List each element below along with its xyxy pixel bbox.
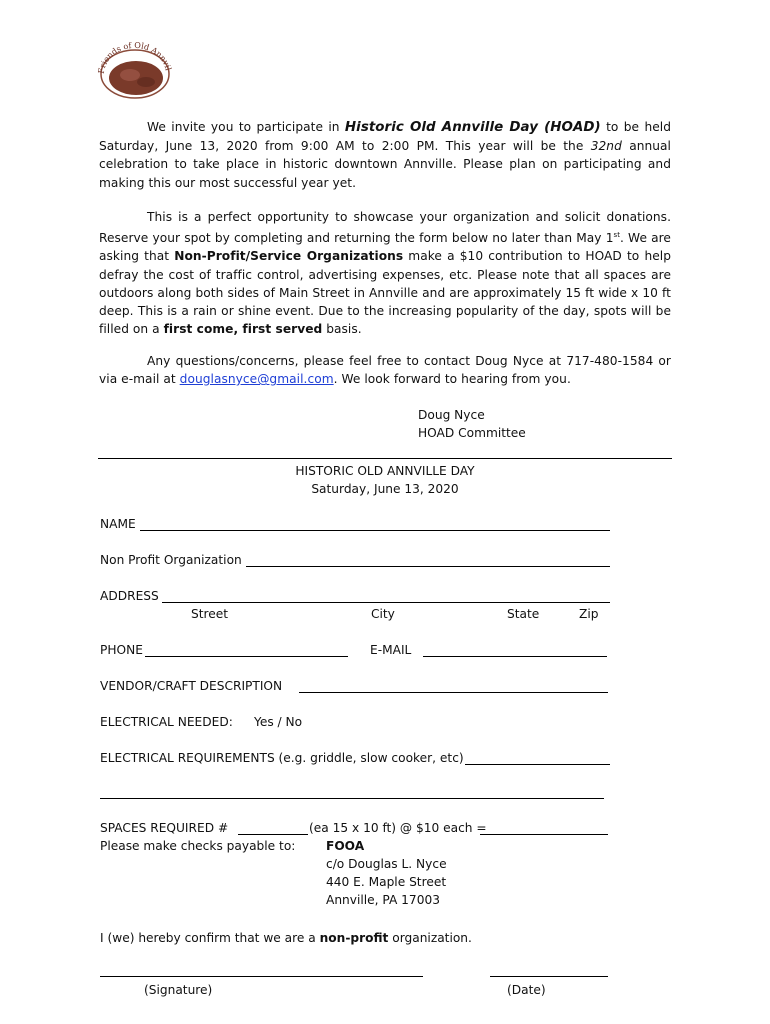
friends-of-old-annville-logo: [96, 42, 174, 100]
intro-text: make a $10 contribution to HOAD to help defray the cost of traffic control, advertising expenses, etc. Please note that all spaces are outdoors along both sides of Main Street in Annville and are approximately 15 ft wide x 10 ft deep. This is a rain or shine event. Due to the increasing popularity of the day, spots will be filled on a: [99, 249, 671, 337]
date-field[interactable]: [490, 976, 608, 977]
signature-caption: (Signature): [144, 983, 213, 997]
spaces-required-label: SPACES REQUIRED #: [100, 821, 229, 835]
contact-email-link[interactable]: douglasnyce@gmail.com: [179, 372, 334, 387]
vendor-description-field[interactable]: [299, 692, 608, 693]
organization-label: Non Profit Organization: [100, 553, 242, 567]
logo-seal-icon: [96, 42, 174, 100]
phone-field[interactable]: [145, 656, 348, 657]
payee-address-2: 440 E. Maple Street: [326, 875, 447, 889]
zip-caption: Zip: [579, 607, 599, 621]
intro-text: . We look forward to hearing from you.: [333, 372, 571, 387]
electrical-requirements-label: ELECTRICAL REQUIREMENTS (e.g. griddle, slow cooker, etc): [100, 751, 464, 765]
intro-paragraph-2: [99, 208, 671, 338]
sender-committee: HOAD Committee: [418, 426, 526, 440]
electrical-options[interactable]: Yes / No: [254, 715, 303, 729]
non-profit-emphasis: non-profit: [319, 931, 389, 945]
intro-text: Any questions/concerns, please feel free to contact Doug Nyce at 717-480-1584 or via e-mail at: [99, 354, 671, 387]
vendor-description-label: VENDOR/CRAFT DESCRIPTION: [100, 679, 283, 693]
form-date: Saturday, June 13, 2020: [311, 482, 459, 496]
sender-name: Doug Nyce: [418, 408, 485, 422]
payee-name: FOOA: [326, 839, 365, 853]
ordinal-suffix: st: [613, 231, 620, 240]
logo-text: Friends of Old Annvil: [96, 42, 173, 75]
event-name: Historic Old Annville Day (HOAD): [344, 120, 601, 135]
signature-field[interactable]: [100, 976, 423, 977]
address-label: ADDRESS: [100, 589, 159, 603]
spaces-total-field[interactable]: [480, 834, 608, 835]
organization-field[interactable]: [246, 566, 610, 567]
intro-text: basis.: [322, 322, 362, 337]
intro-text: to be held Saturday, June 13, 2020 from 9:00 AM to 2:00 PM. This year will be the: [99, 120, 672, 154]
email-label: E-MAIL: [370, 643, 412, 657]
first-come-note: first come, first served: [163, 322, 323, 337]
intro-text: This is a perfect opportunity to showcase your organization and solicit donations. Reserve your spot by completing and returning the form below no later than May 1: [99, 210, 671, 246]
intro-text: annual celebration to take place in historic downtown Annville. Please plan on participating and making this our most successful year yet.: [99, 139, 671, 190]
intro-text: . We are asking that: [99, 231, 671, 264]
electrical-requirements-field-2[interactable]: [100, 798, 604, 799]
name-field[interactable]: [140, 530, 610, 531]
organization-type: Non-Profit/Service Organizations: [174, 249, 404, 264]
spaces-rate: (ea 15 x 10 ft) @ $10 each =: [309, 821, 487, 835]
city-caption: City: [371, 607, 395, 621]
form-title: HISTORIC OLD ANNVILLE DAY: [295, 464, 475, 478]
checks-payable-label: Please make checks payable to:: [100, 839, 296, 853]
electrical-requirements-field[interactable]: [465, 764, 610, 765]
electrical-needed-label: ELECTRICAL NEEDED:: [100, 715, 233, 729]
confirmation-text: I (we) hereby confirm that we are a: [100, 931, 320, 945]
state-caption: State: [507, 607, 540, 621]
confirmation-text: organization.: [388, 931, 472, 945]
email-field[interactable]: [423, 656, 607, 657]
nonprofit-confirmation: [100, 930, 472, 946]
phone-label: PHONE: [100, 643, 143, 657]
intro-text: We invite you to participate in: [147, 120, 345, 134]
address-field[interactable]: [162, 602, 610, 603]
name-label: NAME: [100, 517, 136, 531]
intro-paragraph-1: [99, 118, 671, 192]
payee-address-1: c/o Douglas L. Nyce: [326, 857, 447, 871]
spaces-required-field[interactable]: [238, 834, 308, 835]
street-caption: Street: [191, 607, 229, 621]
section-divider: [98, 458, 672, 459]
anniversary-number: 32nd: [590, 139, 622, 154]
date-caption: (Date): [507, 983, 546, 997]
intro-paragraph-3: [99, 352, 671, 388]
payee-address-3: Annville, PA 17003: [326, 893, 440, 907]
